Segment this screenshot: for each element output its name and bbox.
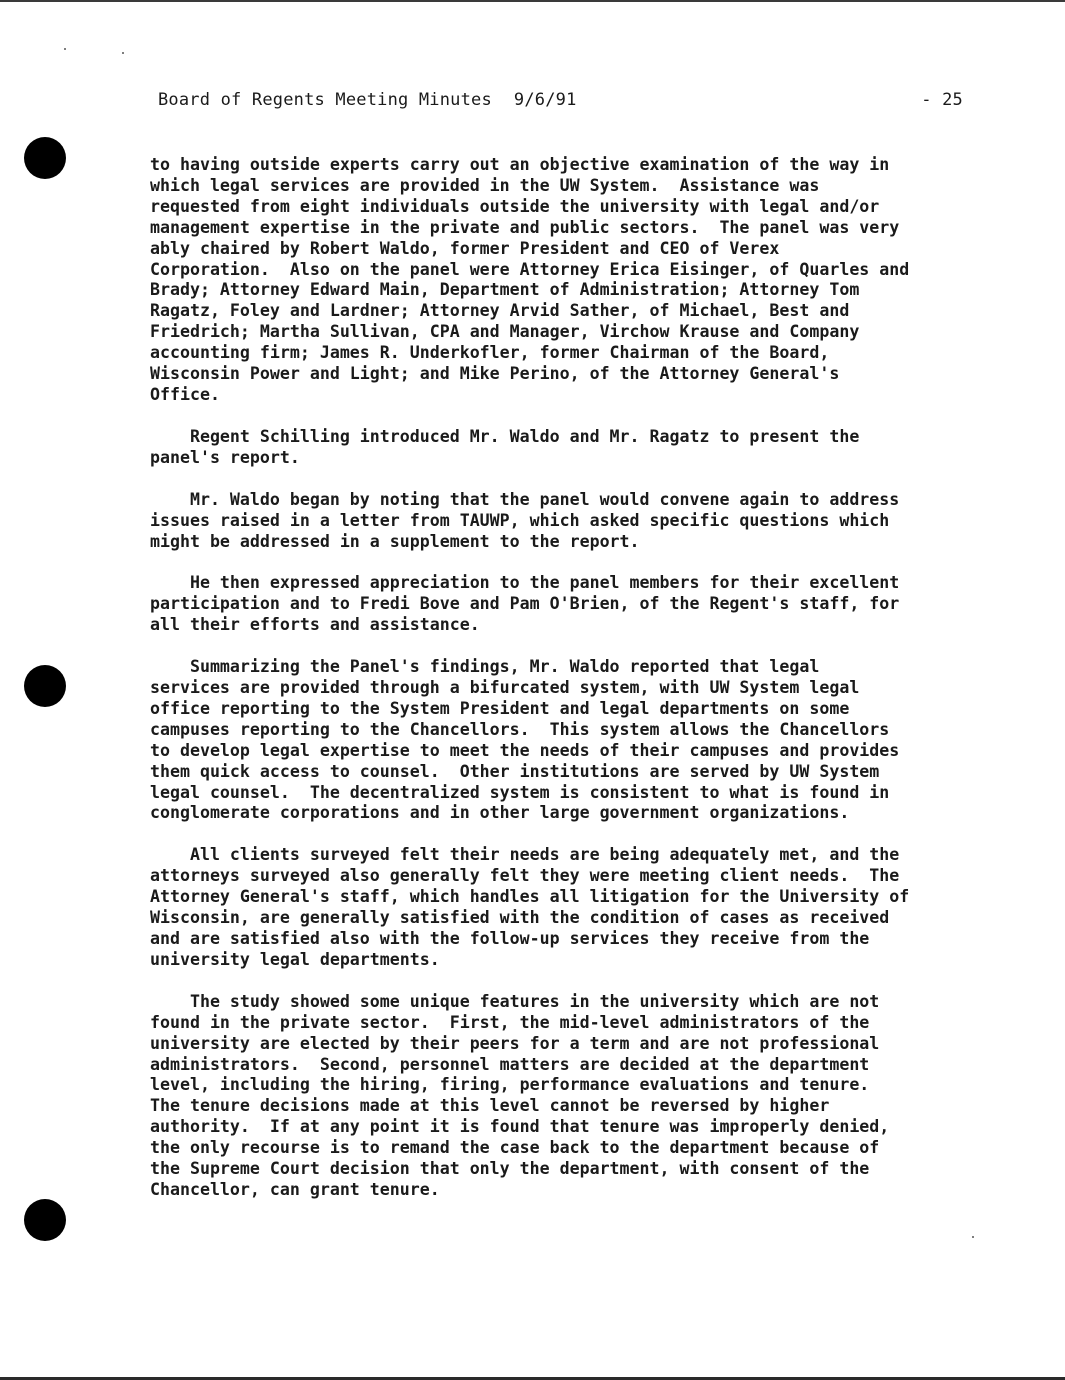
text-line: the Supreme Court decision that only the department, with consent of the bbox=[150, 1159, 870, 1179]
text-line: Wisconsin, are generally satisfied with the condition of cases as received bbox=[150, 908, 890, 928]
text-line: All clients surveyed felt their needs are being adequately met, and the bbox=[150, 845, 900, 865]
text-line: the only recourse is to remand the case back to the department because of bbox=[150, 1138, 880, 1158]
paragraph bbox=[150, 992, 980, 1201]
text-line: Mr. Waldo began by noting that the panel would convene again to address bbox=[150, 489, 900, 509]
text-line: participation and to Fredi Bove and Pam O'Brien, of the Regent's staff, for bbox=[150, 594, 900, 614]
text-line: found in the private sector. First, the mid-level administrators of the bbox=[150, 1012, 870, 1032]
text-line: Corporation. Also on the panel were Attorney Erica Eisinger, of Quarles and bbox=[150, 259, 910, 279]
paragraph bbox=[150, 427, 980, 469]
scan-speck bbox=[122, 52, 124, 54]
paragraph bbox=[150, 490, 980, 553]
text-line: Attorney General's staff, which handles all litigation for the University of bbox=[150, 887, 910, 907]
text-line: campuses reporting to the Chancellors. This system allows the Chancellors bbox=[150, 719, 890, 739]
text-line: accounting firm; James R. Underkofler, former Chairman of the Board, bbox=[150, 343, 830, 363]
text-line: Regent Schilling introduced Mr. Waldo and Mr. Ragatz to present the bbox=[150, 426, 860, 446]
text-line: Chancellor, can grant tenure. bbox=[150, 1179, 440, 1199]
text-line: conglomerate corporations and in other large government organizations. bbox=[150, 803, 850, 823]
text-line: might be addressed in a supplement to the report. bbox=[150, 531, 640, 551]
text-line: issues raised in a letter from TAUWP, which asked specific questions which bbox=[150, 510, 890, 530]
top-edge-rule bbox=[0, 0, 1065, 2]
text-line: Ragatz, Foley and Lardner; Attorney Arvid Sather, of Michael, Best and bbox=[150, 301, 850, 321]
text-line: attorneys surveyed also generally felt they were meeting client needs. The bbox=[150, 866, 900, 886]
text-line: panel's report. bbox=[150, 447, 300, 467]
text-line: and are satisfied also with the follow-up services they receive from the bbox=[150, 929, 870, 948]
scan-speck bbox=[972, 1236, 974, 1238]
text-line: legal counsel. The decentralized system is consistent to what is found in bbox=[150, 782, 890, 802]
text-line: administrators. Second, personnel matters are decided at the department bbox=[150, 1054, 870, 1074]
paragraph bbox=[150, 573, 980, 636]
paragraph bbox=[150, 155, 980, 406]
text-line: them quick access to counsel. Other institutions are served by UW System bbox=[150, 761, 880, 781]
text-line: which legal services are provided in the UW System. Assistance was bbox=[150, 175, 820, 195]
text-line: management expertise in the private and public sectors. The panel was very bbox=[150, 217, 900, 237]
punch-hole-bottom bbox=[24, 1199, 66, 1241]
text-line: all their efforts and assistance. bbox=[150, 615, 480, 635]
document-body bbox=[150, 155, 980, 1222]
punch-hole-middle bbox=[24, 665, 66, 707]
text-line: Friedrich; Martha Sullivan, CPA and Manager, Virchow Krause and Company bbox=[150, 322, 860, 342]
text-line: to having outside experts carry out an objective examination of the way in bbox=[150, 155, 890, 174]
paragraph bbox=[150, 657, 980, 824]
text-line: level, including the hiring, firing, performance evaluations and tenure. bbox=[150, 1075, 870, 1095]
text-line: Wisconsin Power and Light; and Mike Perino, of the Attorney General's bbox=[150, 364, 840, 384]
punch-hole-top bbox=[24, 137, 66, 179]
page-number: - 25 bbox=[921, 90, 963, 110]
text-line: requested from eight individuals outside the university with legal and/or bbox=[150, 196, 880, 216]
scan-speck bbox=[64, 48, 66, 50]
text-line: office reporting to the System President and legal departments on some bbox=[150, 698, 850, 718]
text-line: The tenure decisions made at this level cannot be reversed by higher bbox=[150, 1096, 830, 1116]
text-line: Brady; Attorney Edward Main, Department of Administration; Attorney Tom bbox=[150, 280, 860, 300]
meeting-date: 9/6/91 bbox=[513, 90, 577, 110]
text-line: He then expressed appreciation to the panel members for their excellent bbox=[150, 573, 900, 593]
text-line: services are provided through a bifurcated system, with UW System legal bbox=[150, 678, 860, 698]
text-line: Summarizing the Panel's findings, Mr. Waldo reported that legal bbox=[150, 657, 820, 677]
text-line: ably chaired by Robert Waldo, former President and CEO of Verex bbox=[150, 238, 780, 258]
page-header bbox=[158, 90, 963, 110]
text-line: university legal departments. bbox=[150, 949, 440, 969]
text-line: The study showed some unique features in the university which are not bbox=[150, 991, 880, 1011]
text-line: authority. If at any point it is found that tenure was improperly denied, bbox=[150, 1117, 890, 1137]
document-title: Board of Regents Meeting Minutes bbox=[158, 90, 492, 110]
text-line: Office. bbox=[150, 384, 220, 404]
paragraph bbox=[150, 845, 980, 970]
text-line: university are elected by their peers for a term and are not professional bbox=[150, 1033, 880, 1053]
text-line: to develop legal expertise to meet the needs of their campuses and provides bbox=[150, 740, 900, 760]
